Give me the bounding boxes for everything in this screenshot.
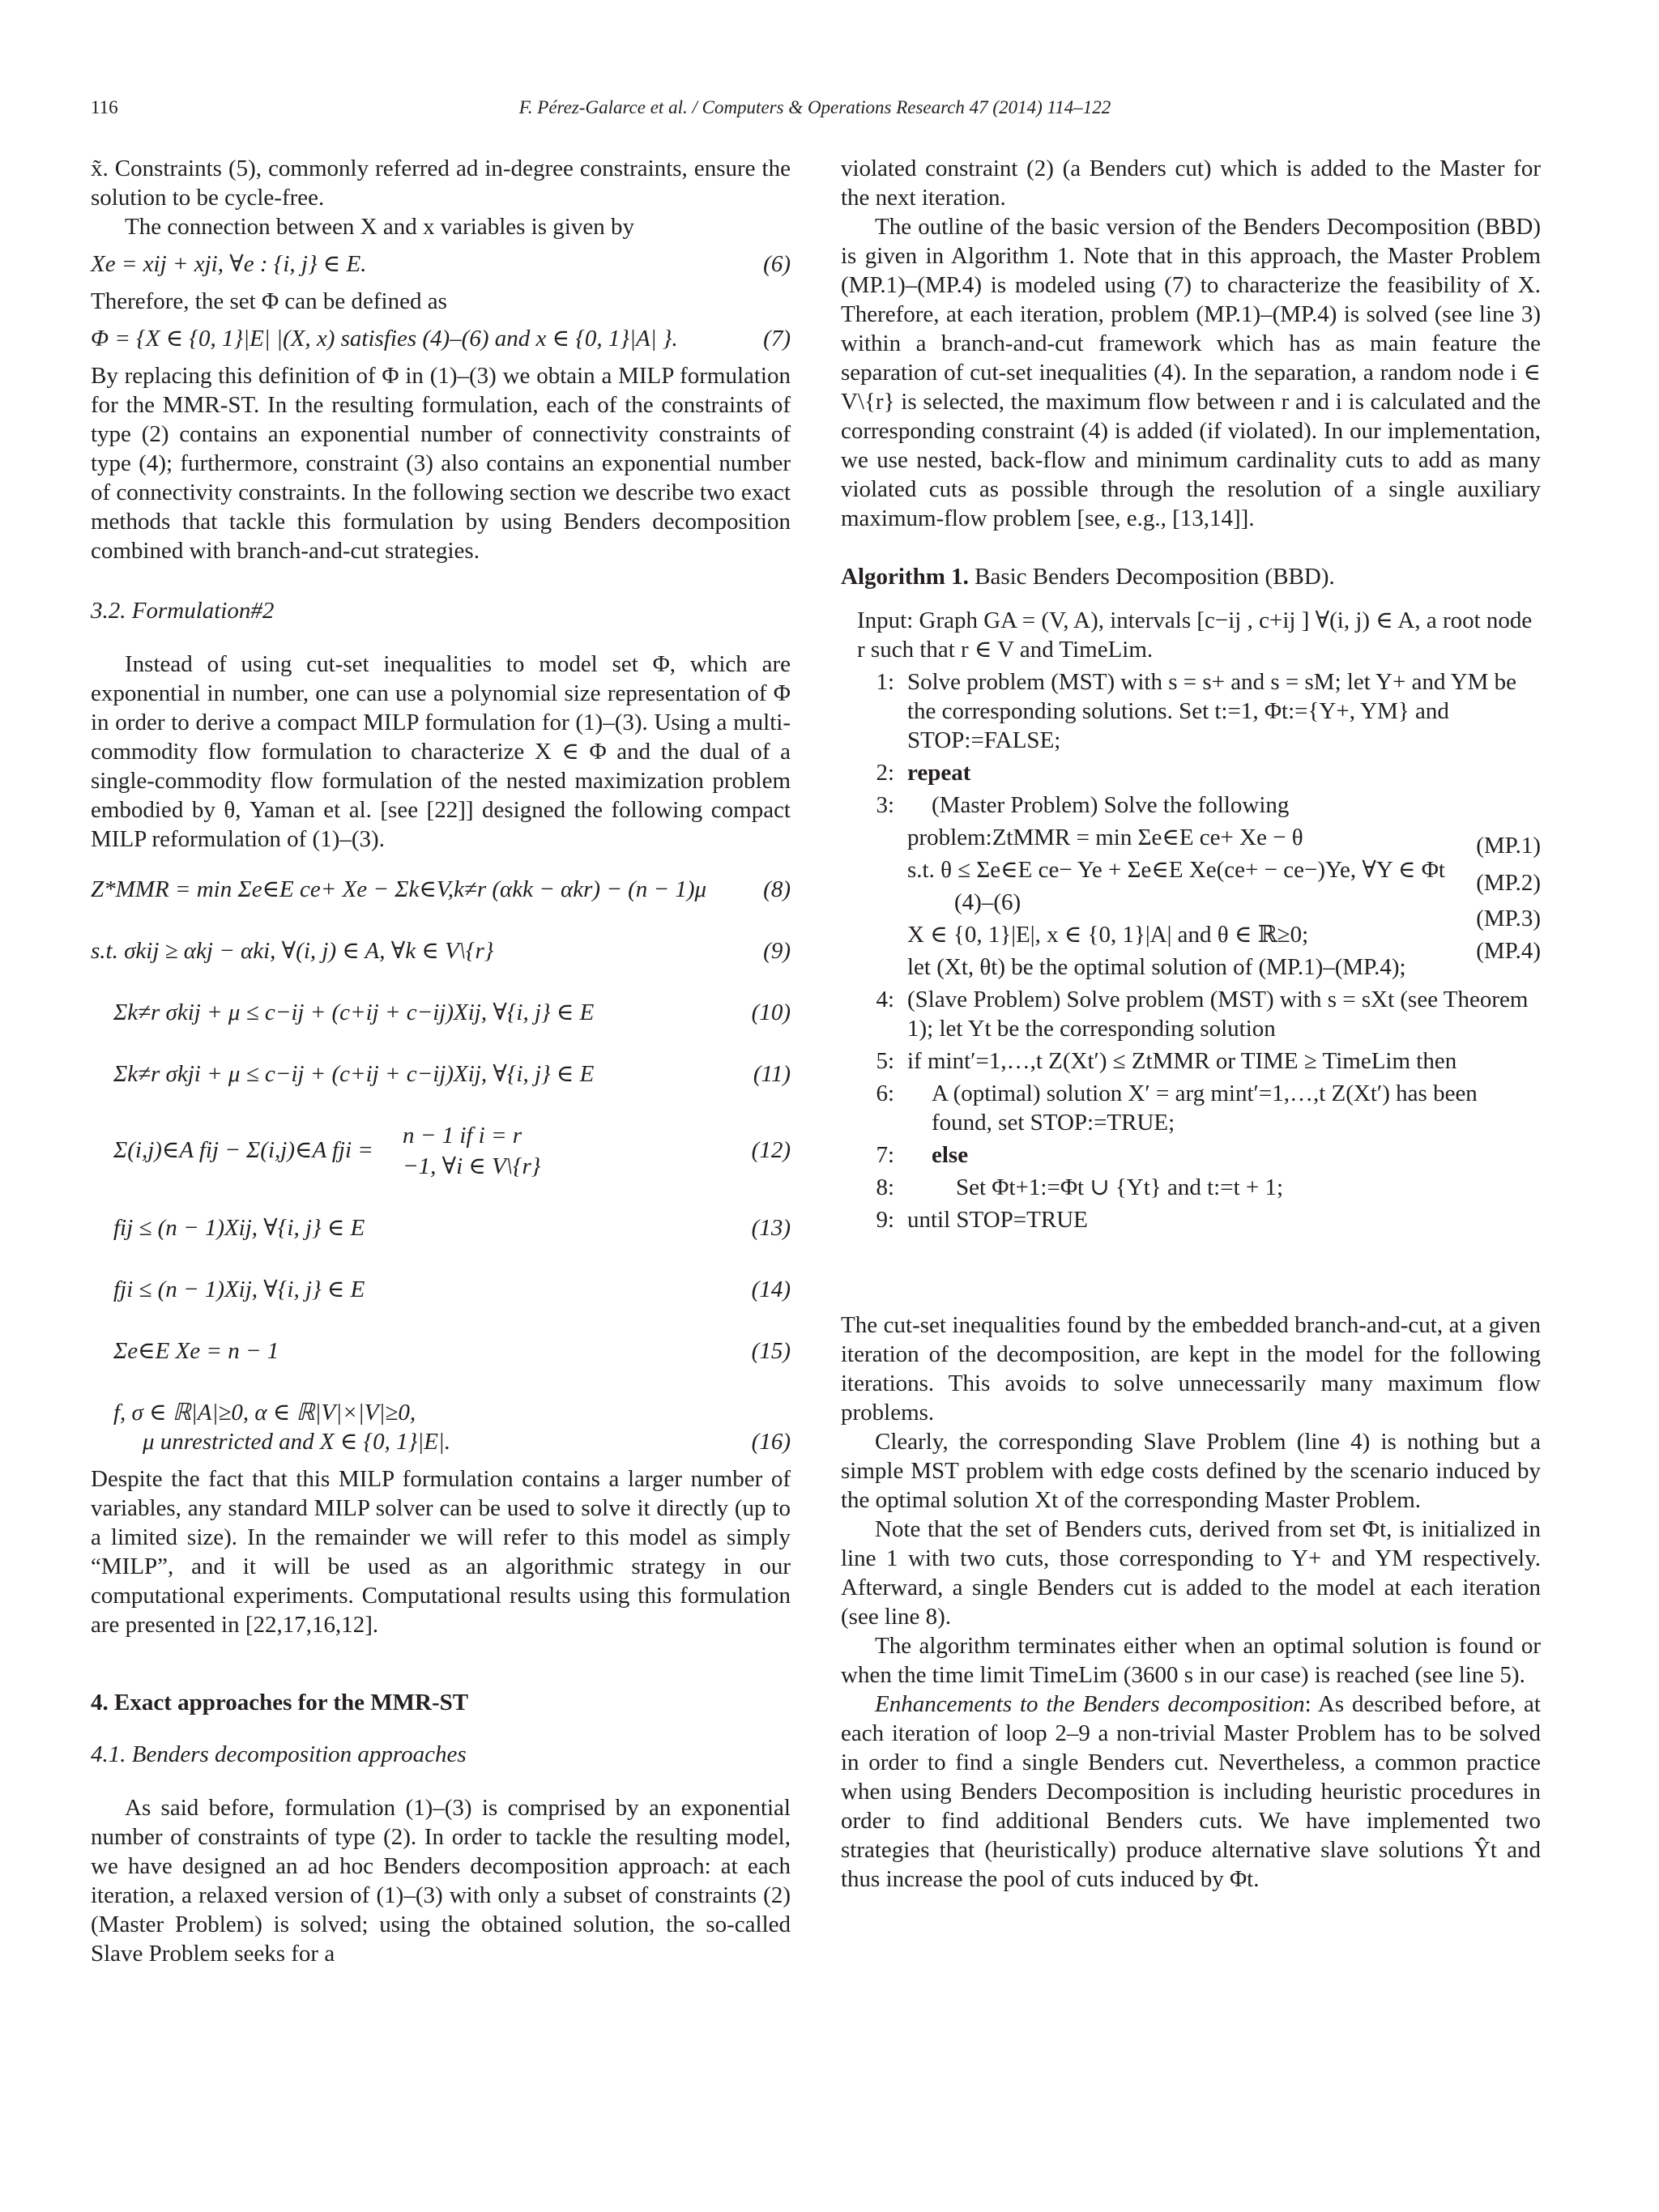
algo-line: 5: if mint′=1,…,t Z(Xt′) ≤ ZtMMR or TIME ≥ TimeLim then [876, 1048, 1457, 1074]
paragraph: Instead of using cut-set inequalities to model set Φ, which are exponential in number, one can use a polynomial size representation of Φ in order to derive a compact MILP formulation for (1)–(3). Using a multi-commodity flow formulation to characterize X ∈ Φ and the dual of a single-commodity flow formulation of the nested maximization problem embodied by θ, Yaman et al. [see [22]] designed the following compact MILP reformulation of (1)–(3). [91, 651, 791, 852]
equation-14: fji ≤ (n − 1)Xij, ∀{i, j} ∈ E (14) [113, 1276, 791, 1302]
algo-input: Input: Graph GA = (V, A), intervals [c−ij , c+ij ] ∀(i, j) ∈ A, a root node r such that r ∈ V and TimeLim. [857, 607, 1533, 663]
algo-line: 1: Solve problem (MST) with s = s+ and s = sM; let Y+ and YM be the corresponding solutions. Set t:=1, Φt:={Y+, YM} and STOP:=FALSE; [876, 669, 1516, 753]
paragraph: violated constraint (2) (a Benders cut) which is added to the Master for the next iteration. [841, 156, 1541, 211]
algo-line: problem:ZtMMR = min Σe∈E ce+ Xe − θ (MP.1) [907, 825, 1541, 859]
algo-line: 7: else [876, 1142, 969, 1168]
paragraph: As said before, formulation (1)–(3) is comprised by an exponential number of constraints of type (2). In order to tackle the resulting model, we have designed an ad hoc Benders decomposition approach: at each iteration, a relaxed version of (1)–(3) with only a subset of constraints (2) (Master Problem) is solved; using the obtained solution, the so-called Slave Problem seeks for a [91, 1795, 791, 1967]
page-number: 116 [91, 97, 118, 117]
equation-11: Σk≠r σkji + μ ≤ c−ij + (c+ij + c−ij)Xij, ∀{i, j} ∈ E (11) [113, 1061, 791, 1087]
paragraph: Enhancements to the Benders decomposition: As described before, at each iteration of loop 2–9 a non-trivial Master Problem has to be solved in order to find a single Benders cut. Nevertheless, a common practice when using Benders Decomposition is including heuristic procedures in order to find additional Benders cuts. We have implemented two strategies that (heuristically) produce alternative slave solutions Ŷt and thus increase the pool of cuts induced by Φt. [841, 1691, 1541, 1892]
left-column [91, 154, 791, 1968]
algo-line: 6: A (optimal) solution X′ = arg mint′=1,…,t Z(Xt′) has been found, set STOP:=TRUE; [876, 1080, 1478, 1136]
right-column [841, 154, 1541, 1894]
paragraph: x̃. Constraints (5), commonly referred ad in-degree constraints, ensure the solution to be cycle-free. [91, 156, 791, 211]
paragraph: Therefore, the set Φ can be defined as [91, 288, 447, 314]
equation-10: Σk≠r σkij + μ ≤ c−ij + (c+ij + c−ij)Xij, ∀{i, j} ∈ E (10) [113, 999, 791, 1025]
equation-7: Φ = {X ∈ {0, 1}|E| |(X, x) satisfies (4)–(6) and x ∈ {0, 1}|A| }. (7) [91, 326, 791, 352]
paragraph: Despite the fact that this MILP formulation contains a larger number of variables, any standard MILP solver can be used to solve it directly (up to a limited size). In the remainder we will refer to this model as simply “MILP”, and it will be used as an algorithmic strategy in our computational experiments. Computational results using this formulation are presented in [22,17,16,12]. [91, 1466, 791, 1638]
equation-16: f, σ ∈ ℝ|A|≥0, α ∈ ℝ|V|×|V|≥0, μ unrestricted and X ∈ {0, 1}|E|. (16) [113, 1400, 791, 1455]
equation-9: s.t. σkij ≥ αkj − αki, ∀(i, j) ∈ A, ∀k ∈ V\{r} (9) [91, 938, 791, 964]
paragraph: The outline of the basic version of the Benders Decomposition (BBD) is given in Algorithm 1. Note that in this approach, the Master Problem (MP.1)–(MP.4) is modeled using (7) to characterize the feasibility of X. Therefore, at each iteration, problem (MP.1)–(MP.4) is solved (see line 3) within a branch-and-cut framework which has as main feature the separation of cut-set inequalities (4). In the separation, a random node i ∈ V\{r} is selected, the maximum flow between r and i is calculated and the corresponding constraint (4) is added (if violated). In our implementation, we use nested, back-flow and minimum cardinality cuts to add as many violated cuts as possible through the resolution of a single auxiliary maximum-flow problem [see, e.g., [13,14]]. [841, 214, 1541, 531]
algo-line: 9: until STOP=TRUE [876, 1207, 1088, 1233]
paragraph: The cut-set inequalities found by the embedded branch-and-cut, at a given iteration of the decomposition, are kept in the model for the following iterations. This avoids to solve unnecessarily many maximum flow problems. [841, 1312, 1541, 1426]
paragraph: Clearly, the corresponding Slave Problem (line 4) is nothing but a simple MST problem with edge costs defined by the scenario induced by the optimal solution Xt of the corresponding Master Problem. [841, 1429, 1541, 1513]
equation-8: Z*MMR = min Σe∈E ce+ Xe − Σk∈V,k≠r (αkk − αkr) − (n − 1)μ (8) [91, 876, 791, 902]
section-heading: 4. Exact approaches for the MMR-ST [91, 1690, 469, 1715]
algo-line: X ∈ {0, 1}|E|, x ∈ {0, 1}|A| and θ ∈ ℝ≥0; (MP.4) [907, 922, 1541, 964]
paragraph: The algorithm terminates either when an optimal solution is found or when the time limit TimeLim (3600 s in our case) is reached (see line 5). [841, 1633, 1541, 1688]
algorithm-title: Algorithm 1. Basic Benders Decomposition (BBD). [841, 564, 1335, 590]
running-header [91, 97, 1539, 130]
algorithm-block [841, 606, 1541, 1234]
algo-line: (4)–(6) (MP.3) [954, 889, 1541, 931]
paragraph: The connection between X and x variables is given by [125, 214, 634, 240]
algo-line: 3: (Master Problem) Solve the following [876, 792, 1290, 818]
equation-15: Σe∈E Xe = n − 1 (15) [113, 1338, 791, 1364]
algo-line: 2: repeat [876, 760, 971, 786]
equation-6: Xe = xij + xji, ∀e : {i, j} ∈ E. (6) [91, 251, 791, 277]
section-heading: 3.2. Formulation#2 [91, 598, 275, 624]
paragraph: Note that the set of Benders cuts, derived from set Φt, is initialized in line 1 with two cuts, those corresponding to Y+ and YM respectively. Afterward, a single Benders cut is added to the model at each iteration (see line 8). [841, 1516, 1541, 1630]
equation-13: fij ≤ (n − 1)Xij, ∀{i, j} ∈ E (13) [113, 1215, 791, 1241]
running-title: F. Pérez-Galarce et al. / Computers & Operations Research 47 (2014) 114–122 [518, 97, 1111, 117]
equation-12: Σ(i,j)∈A fij − Σ(i,j)∈A fji = n − 1 if i = r −1, ∀i ∈ V\{r} (12) [113, 1123, 791, 1179]
algo-line: s.t. θ ≤ Σe∈E ce− Ye + Σe∈E Xe(ce+ − ce−)Ye, ∀Y ∈ Φt (MP.2) [907, 857, 1541, 896]
subsection-heading: 4.1. Benders decomposition approaches [91, 1741, 467, 1767]
paragraph: By replacing this definition of Φ in (1)–(3) we obtain a MILP formulation for the MMR-ST. In the resulting formulation, each of the constraints of type (2) contains an exponential number of connectivity constraints of type (4); furthermore, constraint (3) also contains an exponential number of connectivity constraints. In the following section we describe two exact methods that tackle this formulation by using Benders decomposition combined with branch-and-cut strategies. [91, 363, 791, 564]
algo-line: 4: (Slave Problem) Solve problem (MST) with s = sXt (see Theorem 1); let Yt be the corresponding solution [876, 987, 1529, 1042]
algo-line: let (Xt, θt) be the optimal solution of (MP.1)–(MP.4); [907, 954, 1406, 980]
algo-line: 8: Set Φt+1:=Φt ∪ {Yt} and t:=t + 1; [876, 1174, 1284, 1200]
